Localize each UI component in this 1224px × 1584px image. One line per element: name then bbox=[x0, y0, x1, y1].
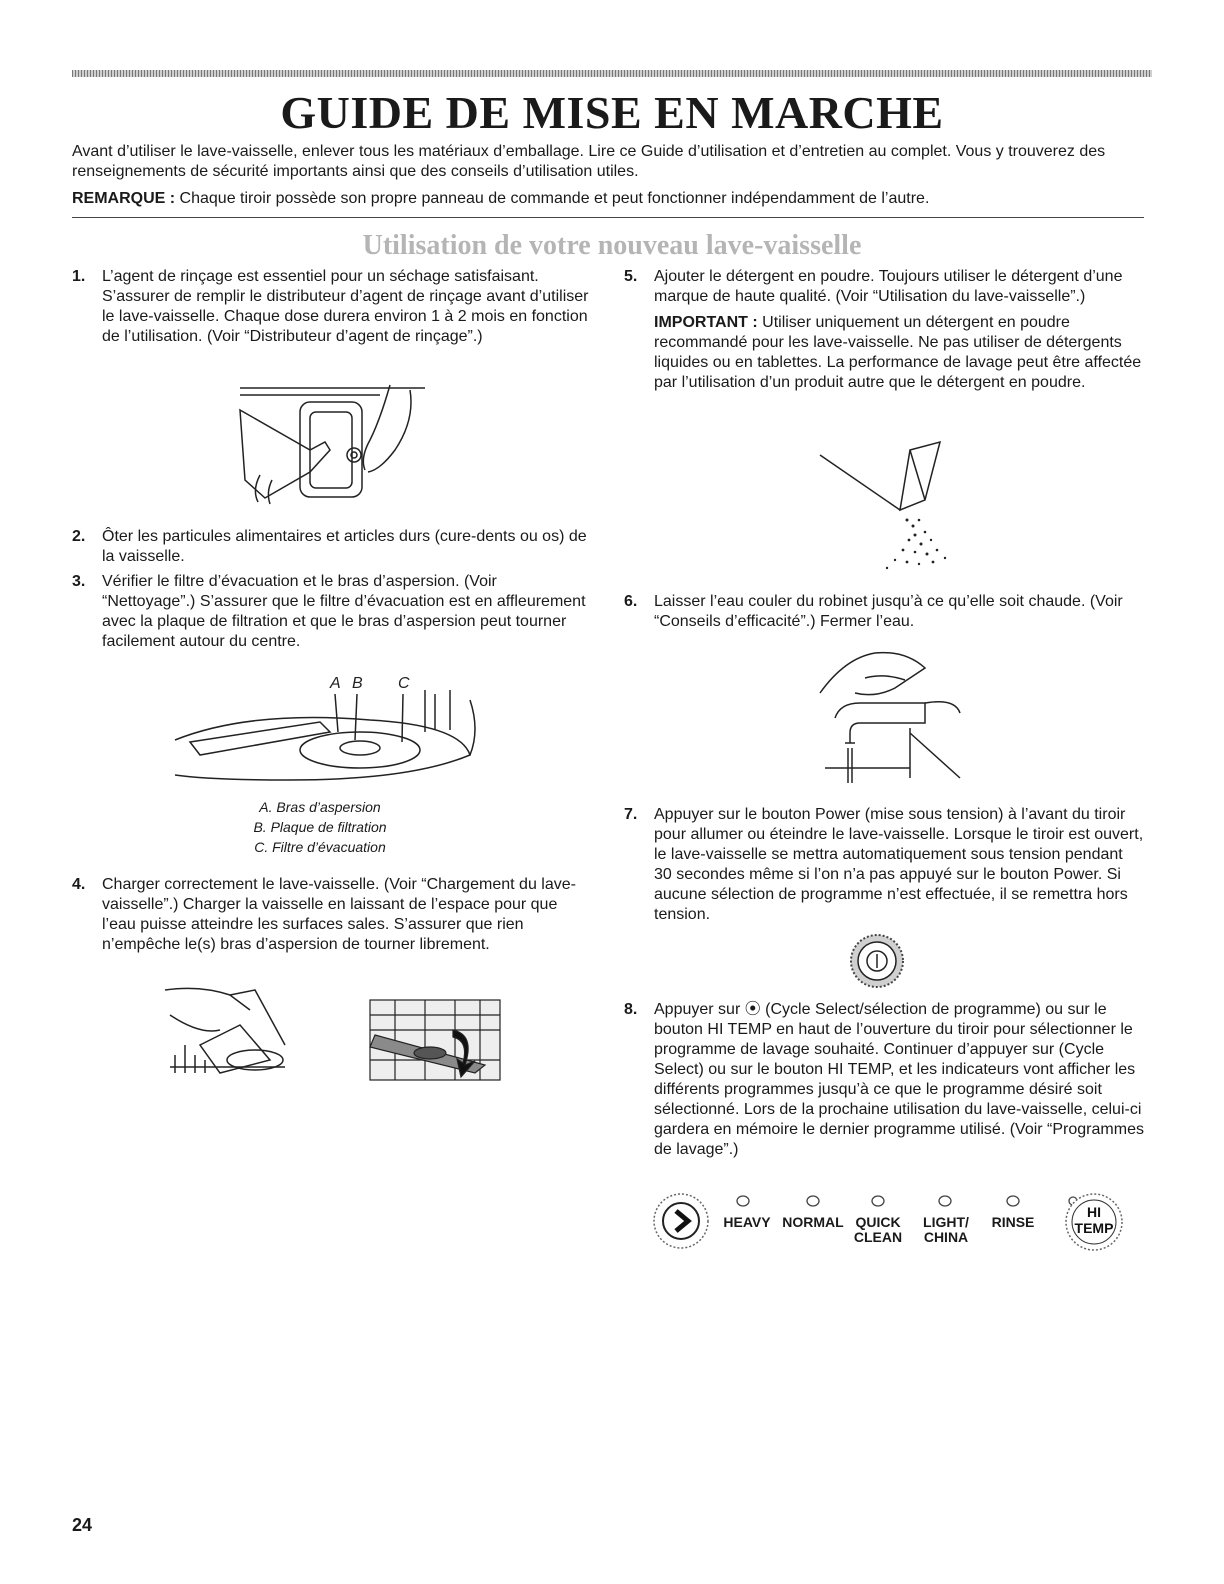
step-text: L’agent de rinçage est essentiel pour un séchage satisfaisant. S’assurer de remplir le distributeur d’agent de rinçage avant d’utiliser le lave-vaisselle. Chaque dose durera environ 1 à 2 mois en fonction de l’utilisation. (Voir “Distributeur d’agent de rinçage”.) bbox=[102, 268, 589, 345]
cycle-label-light-china: LIGHT/ CHINA bbox=[923, 1214, 969, 1245]
step-number: 7. bbox=[624, 806, 638, 823]
figure-legend bbox=[200, 797, 440, 857]
step-number: 4. bbox=[72, 876, 86, 893]
note-label: REMARQUE : bbox=[72, 190, 176, 207]
indicator-light-china bbox=[939, 1196, 951, 1206]
label-b: B bbox=[352, 675, 363, 692]
spray-arm-rotation-illustration bbox=[365, 995, 505, 1085]
step-text: Charger correctement le lave-vaisselle. (Voir “Chargement du lave-vaisselle”.) Charger la vaisselle en laissant de l’espace pour que l’eau puisse atteindre les surfaces sales. S’assurer que rien n’empêche le(s) bras d’aspersion de tourner librement. bbox=[102, 876, 576, 953]
indicator-heavy bbox=[737, 1196, 749, 1206]
step-text: Vérifier le filtre d’évacuation et le bras d’aspersion. (Voir “Nettoyage”.) S’assurer que le filtre d’évacuation est en affleurement avec la plaque de filtration et que le bras d’aspersion peut tourner facilement autour du centre. bbox=[102, 573, 586, 650]
spray-arm-filter-illustration bbox=[170, 670, 510, 795]
cycle-label-rinse: RINSE bbox=[991, 1214, 1035, 1230]
power-button-icon[interactable] bbox=[849, 933, 905, 989]
cycle-label-heavy: HEAVY bbox=[723, 1214, 771, 1230]
rinse-aid-illustration bbox=[230, 380, 430, 510]
step-text: Appuyer sur le bouton Power (mise sous tension) à l’avant du tiroir pour allumer ou éteindre le lave-vaisselle. Lorsque le tiroir est ouvert, le lave-vaisselle se mettra automatiquement sous tension pendant 30 secondes même si l’on n’a pas appuyé sur le bouton Power. Si aucune sélection de programme n’est effectuée, il se remettra hors tension. bbox=[654, 806, 1144, 923]
step-number: 1. bbox=[72, 268, 86, 285]
step-number: 2. bbox=[72, 528, 86, 545]
divider bbox=[72, 217, 1144, 218]
step-number: 3. bbox=[72, 573, 86, 590]
step-text: Ôter les particules alimentaires et articles durs (cure-dents ou os) de la vaisselle. bbox=[102, 528, 587, 565]
loading-dishes-illustration bbox=[160, 985, 290, 1075]
page-title: GUIDE DE MISE EN MARCHE bbox=[280, 87, 944, 138]
important-paragraph bbox=[654, 313, 1144, 393]
cycle-label-quick-clean: QUICK CLEAN bbox=[853, 1214, 903, 1245]
faucet-illustration bbox=[815, 648, 965, 788]
top-decorative-band bbox=[72, 70, 1152, 77]
step-number: 5. bbox=[624, 268, 638, 285]
page-number: 24 bbox=[72, 1515, 93, 1535]
legend-a: A. Bras d’aspersion bbox=[259, 799, 381, 815]
hi-temp-button[interactable] bbox=[1064, 1192, 1124, 1252]
indicator-quick-clean bbox=[872, 1196, 884, 1206]
step-text: Appuyer sur ⦿ (Cycle Select/sélection de programme) ou sur le bouton HI TEMP en haut de l’ouverture du tiroir pour sélectionner le programme de lavage souhaité. Continuer d’appuyer sur (Cycle Select) ou sur le bouton HI TEMP, et les indicateurs vont afficher les différents programmes jusqu’à ce que le programme désiré soit sélectionné. Lors de la prochaine utilisation du lave-vaisselle, celui-ci gardera en mémoire le dernier programme utilisé. (Voir “Programmes de lavage”.) bbox=[654, 1001, 1144, 1158]
section-title: Utilisation de votre nouveau lave-vaisselle bbox=[362, 230, 862, 261]
indicator-normal bbox=[807, 1196, 819, 1206]
step-text: Laisser l’eau couler du robinet jusqu’à ce qu’elle soit chaude. (Voir “Conseils d’efficacité”.) Fermer l’eau. bbox=[654, 593, 1123, 630]
intro-paragraph: Avant d’utiliser le lave-vaisselle, enlever tous les matériaux d’emballage. Lire ce Guide d’utilisation et d’entretien au complet. Vous y trouverez des renseignements de sécurité importants ainsi que des conseils d’utilisation utiles. bbox=[72, 143, 1106, 180]
step-number: 8. bbox=[624, 1001, 638, 1018]
important-text: Utiliser uniquement un détergent en poudre recommandé pour les lave-vaisselle. Ne pas utiliser de détergents liquides ou en tablettes. La performance de lavage peut être affectée par l’utilisation d’un produit autre que le détergent en poudre. bbox=[654, 314, 1142, 391]
indicator-rinse bbox=[1007, 1196, 1019, 1206]
step-number: 6. bbox=[624, 593, 638, 610]
cycle-indicator-lights bbox=[725, 1191, 1085, 1211]
step-text: Ajouter le détergent en poudre. Toujours utiliser le détergent d’une marque de haute qualité. (Voir “Utilisation du lave-vaisselle”.) bbox=[654, 268, 1123, 305]
legend-c: C. Filtre d’évacuation bbox=[254, 839, 386, 855]
temp-label: TEMP bbox=[1074, 1220, 1114, 1236]
label-a: A bbox=[330, 675, 341, 692]
note-text: Chaque tiroir possède son propre panneau de commande et peut fonctionner indépendamment de l’autre. bbox=[175, 190, 930, 207]
legend-b: B. Plaque de filtration bbox=[253, 819, 387, 835]
cycle-label-normal: NORMAL bbox=[782, 1214, 844, 1230]
label-c: C bbox=[398, 675, 410, 692]
cycle-select-button[interactable] bbox=[652, 1192, 710, 1250]
hi-label: HI bbox=[1087, 1204, 1101, 1220]
powder-detergent-illustration bbox=[815, 440, 955, 580]
note-paragraph bbox=[72, 189, 1152, 209]
important-label: IMPORTANT : bbox=[654, 314, 758, 331]
